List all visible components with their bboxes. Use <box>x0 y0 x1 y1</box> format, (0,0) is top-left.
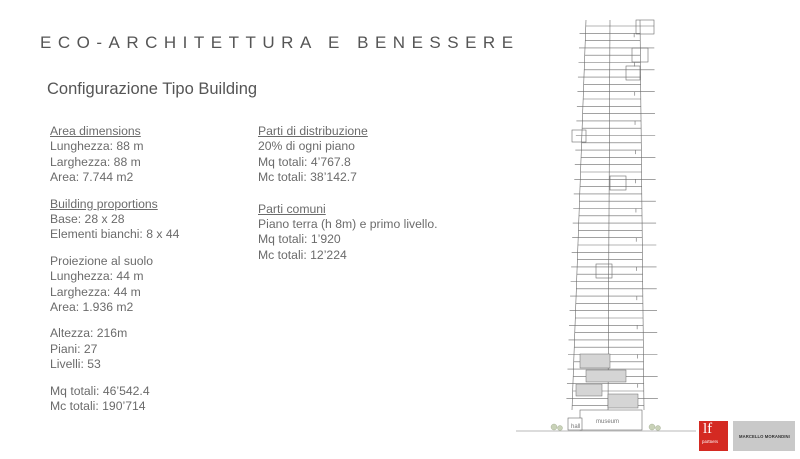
right-column <box>258 124 438 279</box>
page-subtitle: Configurazione Tipo Building <box>47 80 258 98</box>
info-line: Mq totali: 46’542.4 <box>50 383 150 398</box>
left-column <box>50 124 179 426</box>
info-line: Lunghezza: 44 m <box>50 269 144 284</box>
distribution-heading: Parti di distribuzione <box>258 124 368 138</box>
info-line: Area: 1.936 m2 <box>50 300 134 315</box>
building-proportions-block <box>50 197 179 243</box>
common-parts-block <box>258 202 438 264</box>
info-line: Proiezione al suolo <box>50 253 153 268</box>
lf-partners-logo <box>699 421 728 451</box>
building-proportions-heading: Building proportions <box>50 196 158 211</box>
info-line: Larghezza: 44 m <box>50 284 141 299</box>
info-line: Lunghezza: 88 m <box>50 139 144 154</box>
lf-logo-text: lf <box>703 421 713 437</box>
info-line: Mc totali: 190’714 <box>50 399 146 414</box>
info-line: Piano terra (h 8m) e primo livello. <box>258 217 438 232</box>
info-line: Piani: 27 <box>50 341 98 356</box>
info-line: Larghezza: 88 m <box>50 154 141 169</box>
tower-elevation-drawing <box>516 0 696 440</box>
info-line: Mq totali: 4’767.8 <box>258 154 351 169</box>
info-line: Mc totali: 38’142.7 <box>258 170 357 185</box>
mm-logo-text: MARCELLO MORANDINI <box>739 434 790 439</box>
page-header-title: ECO-ARCHITETTURA E BENESSERE <box>40 33 520 52</box>
area-dimensions-block <box>50 124 179 186</box>
info-line: Mc totali: 12’224 <box>258 247 347 262</box>
info-line: Area: 7.744 m2 <box>50 170 134 185</box>
marcello-morandini-logo <box>733 421 795 451</box>
museum-label: museum <box>596 419 620 425</box>
totals-block <box>50 384 179 415</box>
lf-logo-subtext: partners <box>702 440 719 445</box>
info-line: Livelli: 53 <box>50 357 101 372</box>
info-line: 20% di ogni piano <box>258 139 355 154</box>
info-line: Altezza: 216m <box>50 326 128 341</box>
height-block <box>50 326 179 372</box>
info-line: Mq totali: 1’920 <box>258 232 341 247</box>
area-dimensions-heading: Area dimensions <box>50 124 141 138</box>
info-line: Elementi bianchi: 8 x 44 <box>50 227 180 242</box>
info-line: Base: 28 x 28 <box>50 212 125 227</box>
common-parts-heading: Parti comuni <box>258 201 326 216</box>
distribution-block <box>258 124 438 186</box>
ground-projection-block <box>50 254 179 316</box>
hall-label: hall <box>571 424 581 430</box>
